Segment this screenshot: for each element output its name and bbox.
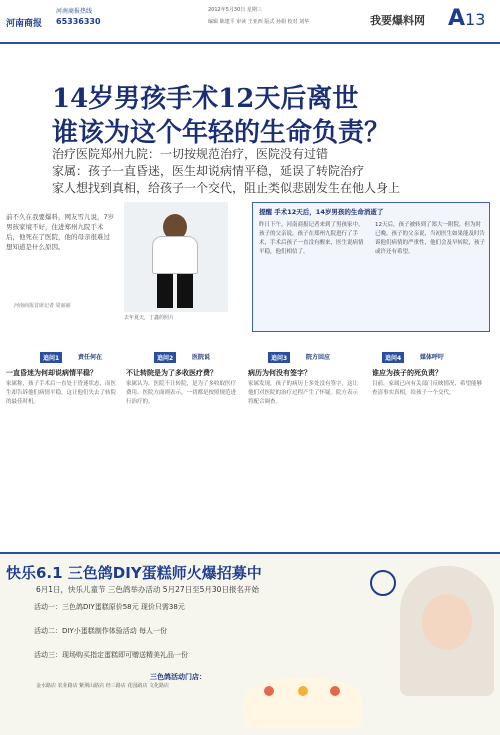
column-2-body: 家属认为，医院不让转院，是为了多收取医疗费用。医院方面则表示，一切都是按照规范进行治疗的。 (126, 381, 237, 405)
section-title: 我要爆料网 (370, 14, 425, 27)
column-4-body: 目前，家属已向有关部门反映情况，希望能够查清事实真相，给孩子一个交代。 (372, 381, 483, 396)
column-3-tag: 院方回应 (306, 354, 331, 361)
intro-text: 前不久在我要爆料，网友雪儿说，7岁男孩家境不好，住进郑州九院手术后，他死在了医院，他的母亲很难过想知道是什么原因。 (6, 213, 115, 251)
summary-heading: 提醒 手术12天后，14岁男孩的生命消逝了 (259, 208, 384, 216)
column-3-body: 家属发现，孩子的病历上多处没有签字，这让他们对医院的治疗过程产生了怀疑。院方表示将配合调查。 (248, 381, 359, 405)
summary-col-1: 昨日下午，河南商报记者来到了男孩家中。孩子的父亲说，孩子在郑州九院进行了手术，手术后孩子一直没有醒来，医生说病情平稳，他们相信了。 (259, 222, 364, 255)
ad-line-1: 活动一：三色鸽DIY蛋糕原价58元 现价只需38元 (34, 603, 185, 611)
subhead-truth: 家人想找到真相，给孩子一个交代，阻止类似悲剧发生在他人身上 (52, 181, 401, 195)
cake-fruit (264, 686, 274, 696)
summary-box (252, 202, 490, 332)
column-4-tag: 媒体呼吁 (420, 354, 445, 361)
cake-advertisement (0, 552, 500, 735)
ad-line-2: 活动二：DIY小蛋糕制作体验活动 每人一份 (34, 627, 167, 635)
photo-leg-right (177, 274, 193, 308)
column-2-title: 不让转院是为了多收医疗费？ (126, 369, 217, 377)
column-3-tag-number: 追问3 (268, 352, 290, 363)
reporter-signature: 河南商报首席记者 周丽丽 (14, 303, 71, 309)
column-2-tag: 医院说 (192, 354, 211, 361)
summary-col-2: 12天后，孩子被转到了郑大一附院，但为时已晚。孩子的父亲说，当初医生如果能及时告诉他们病情的严重性，他们会及早转院，孩子或许还有希望。 (375, 222, 486, 255)
masthead (0, 0, 500, 44)
girl-photo (400, 566, 494, 696)
column-2-tag-number: 追问2 (154, 352, 176, 363)
hotline-number: 65336330 (56, 17, 101, 26)
editor-credits: 编辑 陈建平 审读 王亚西 版式 孙娟 校对 刘华 (208, 19, 310, 25)
cake-fruit (330, 686, 340, 696)
column-4-tag-number: 追问4 (382, 352, 404, 363)
ad-stores-heading: 三色鸽活动门店： (150, 673, 206, 681)
cake-fruit (298, 686, 308, 696)
photo-caption: 去年夏天，丁鑫的照片 (124, 315, 175, 321)
column-4-title: 谁应为孩子的死负责？ (372, 369, 442, 377)
ad-date: 6月1日，快乐儿童节 三色鸽举办活动 5月27日至5月30日报名开始 (36, 585, 259, 594)
hotline-label: 河南商报热线 (56, 8, 93, 15)
ad-stores-list: 金水路店 农业路店 紫荆山路店 经三路店 花园路店 文化路店 (36, 683, 169, 689)
ad-line-3: 活动三：现场购买指定蛋糕即可赠送精美礼品一份 (34, 651, 188, 659)
column-1-tag-number: 追问1 (40, 352, 62, 363)
photo-torso (152, 236, 198, 274)
dateline: 2012年5月30日 星期三 (208, 7, 262, 13)
subhead-family: 家属：孩子一直昏迷，医生却说病情平稳，延误了转院治疗 (52, 164, 365, 178)
headline-line-1: 14岁男孩手术12天后离世 (52, 84, 359, 114)
cake-image (244, 678, 362, 728)
newspaper-brand: 河南商报 (6, 19, 43, 29)
ad-title: 快乐6.1 三色鸽DIY蛋糕师火爆招募中 (6, 564, 262, 582)
girl-face (422, 594, 472, 650)
headline-line-2: 谁该为这个年轻的生命负责？ (52, 118, 391, 148)
boy-photo (124, 202, 228, 312)
column-1-tag: 责任何在 (78, 354, 103, 361)
column-1-title: 一直昏迷为何却说病情平稳？ (6, 369, 97, 377)
dove-logo-icon (370, 570, 396, 596)
page-number: A13 (448, 6, 486, 31)
photo-leg-left (157, 274, 173, 308)
column-3-title: 病历为何没有签字？ (248, 369, 311, 377)
hotline (56, 6, 101, 26)
column-1-body: 家属称，孩子手术后一直处于昏迷状态，而医生却告诉他们病情平稳，这让他们失去了转院的最佳时机。 (6, 381, 117, 405)
subhead-hospital: 治疗医院郑州九院：一切按规范治疗，医院没有过错 (52, 147, 329, 161)
